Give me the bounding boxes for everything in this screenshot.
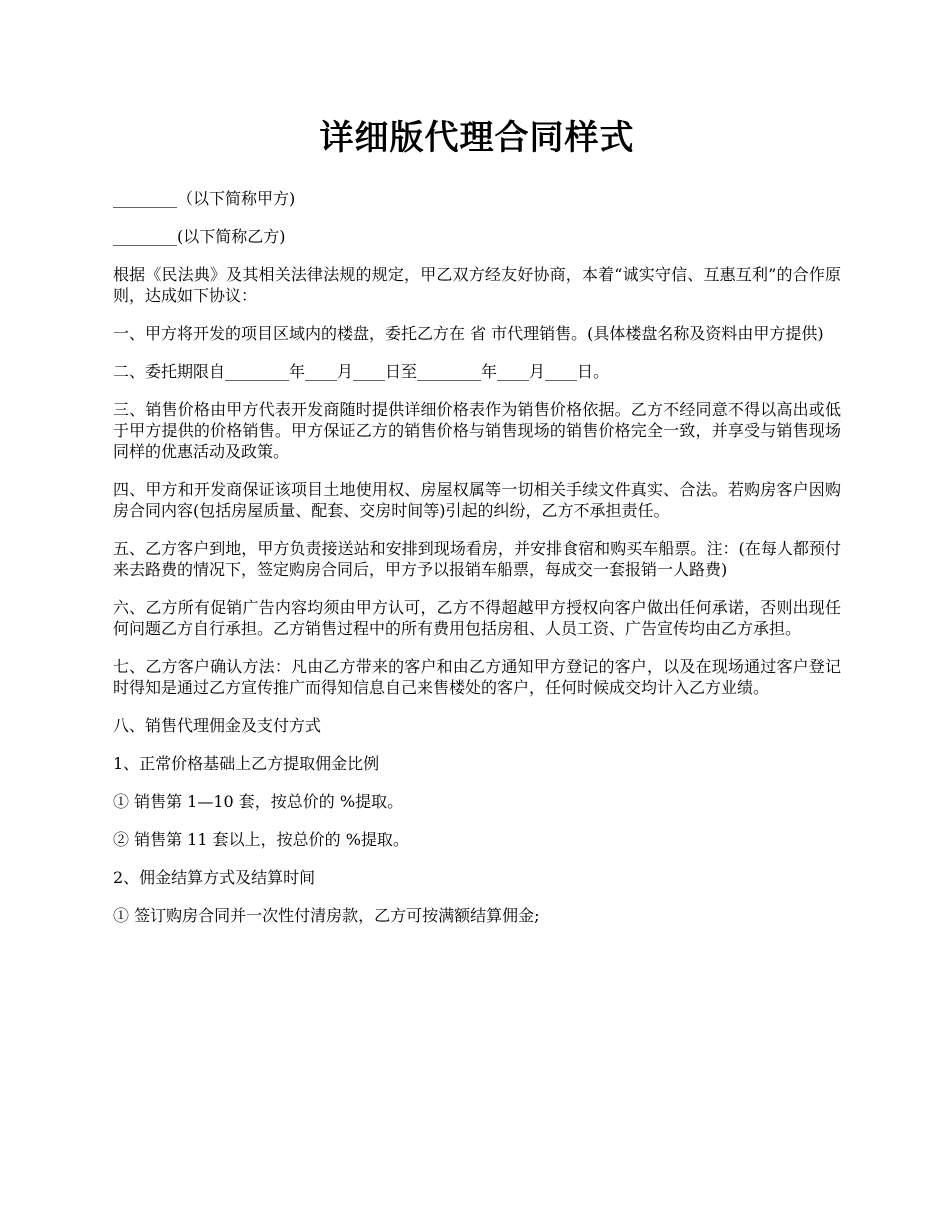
- clause-8-item-2-a: ① 签订购房合同并一次性付清房款，乙方可按满额结算佣金;: [113, 906, 540, 925]
- preamble-paragraph: 根据《民法典》及其相关法律法规的规定，甲乙双方经友好协商，本着“诚实守信、互惠互利”的合作原则，达成如下协议：: [113, 265, 841, 305]
- clause-2: 二、委托期限自________年____月____日至________年____月____日。: [113, 362, 610, 381]
- clause-8-item-1-b: ② 销售第 11 套以上，按总价的 %提取。: [113, 830, 409, 849]
- clause-8-heading: 八、销售代理佣金及支付方式: [113, 716, 322, 735]
- document-title: 详细版代理合同样式: [319, 118, 635, 158]
- party-b-line: ________(以下简称乙方): [113, 227, 286, 246]
- clause-1: 一、甲方将开发的项目区域内的楼盘，委托乙方在 省 市代理销售。(具体楼盘名称及资料由甲方提供): [113, 324, 824, 343]
- clause-8-item-2: 2、佣金结算方式及结算时间: [113, 868, 316, 887]
- clause-5: 五、乙方客户到地，甲方负责接送站和安排到现场看房，并安排食宿和购买车船票。注：(在每人都预付来去路费的情况下，签定购房合同后，甲方予以报销车船票，每成交一套报销一人路费): [113, 539, 841, 579]
- document-page: [113, 112, 841, 943]
- clause-4: 四、甲方和开发商保证该项目土地使用权、房屋权属等一切相关手续文件真实、合法。若购房客户因购房合同内容(包括房屋质量、配套、交房时间等)引起的纠纷，乙方不承担责任。: [113, 480, 841, 520]
- party-a-line: ________（以下简称甲方): [113, 189, 296, 208]
- clause-6: 六、乙方所有促销广告内容均须由甲方认可，乙方不得超越甲方授权向客户做出任何承诺，否则出现任何问题乙方自行承担。乙方销售过程中的所有费用包括房租、人员工资、广告宣传均由乙方承担。: [113, 598, 841, 638]
- clause-8-item-1: 1、正常价格基础上乙方提取佣金比例: [113, 754, 380, 773]
- clause-7: 七、乙方客户确认方法：凡由乙方带来的客户和由乙方通知甲方登记的客户，以及在现场通过客户登记时得知是通过乙方宣传推广而得知信息自己来售楼处的客户，任何时候成交均计入乙方业绩。: [113, 657, 841, 697]
- clause-8-item-1-a: ① 销售第 1—10 套，按总价的 %提取。: [113, 792, 404, 811]
- clause-3: 三、销售价格由甲方代表开发商随时提供详细价格表作为销售价格依据。乙方不经同意不得以高出或低于甲方提供的价格销售。甲方保证乙方的销售价格与销售现场的销售价格完全一致，并享受与销售现场同样的优惠活动及政策。: [113, 400, 841, 461]
